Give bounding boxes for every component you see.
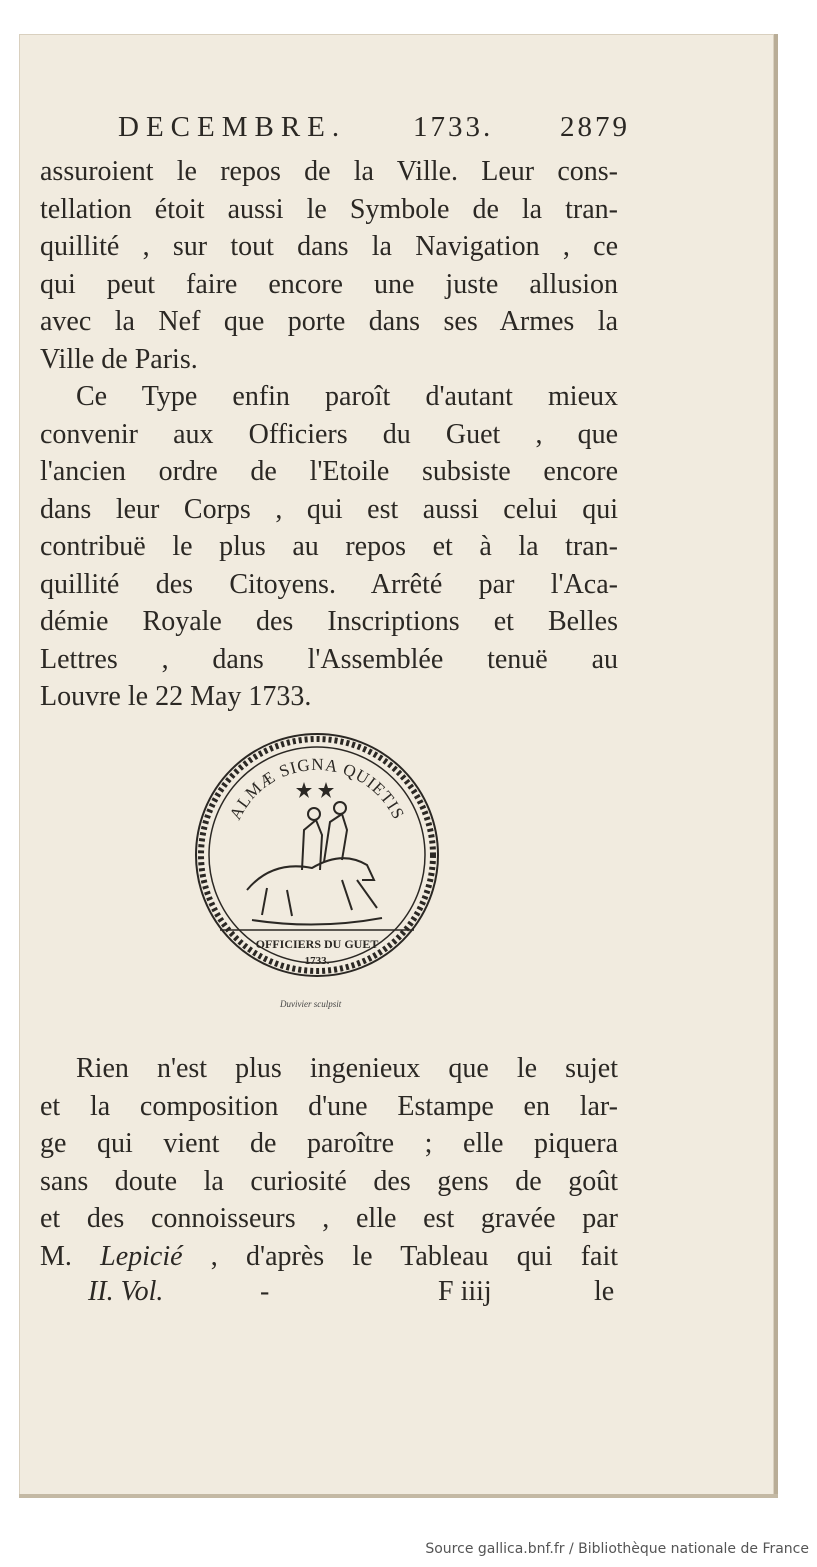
text-line: sans doute la curiosité des gens de goût [40,1165,618,1197]
text-line: convenir aux Officiers du Guet , que [40,418,618,450]
footer-dash: - [260,1276,270,1307]
page-footer [88,1276,614,1310]
text-line: tellation étoit aussi le Symbole de la tran- [40,193,618,225]
star-icon [296,782,334,798]
paragraph-2 [40,378,618,716]
catchword: le [594,1276,615,1307]
text-line: avec la Nef que porte dans ses Armes la [40,306,618,337]
page-bottom-edge [19,1494,778,1498]
medal-exergue-title: OFFICIERS DU GUET [255,937,379,951]
header-month: DECEMBRE. [118,111,347,143]
engraver-name: Lepicié [100,1240,183,1272]
text-line: Rien n'est plus ingenieux que le sujet [76,1053,618,1084]
signature-mark: F iiij [438,1276,492,1307]
text-line: quillité des Citoyens. Arrêté par l'Aca- [40,568,618,600]
text-line: Ville de Paris. [40,343,198,375]
text-line: et la composition d'une Estampe en lar- [40,1090,618,1122]
text-line [40,1238,618,1276]
text-line: qui peut faire encore une juste allusion [40,268,618,300]
text-line: Ce Type enfin paroît d'autant mieux [76,381,618,412]
header-year: 1733. [412,111,494,143]
header-page-number: 2879 [560,111,630,143]
text-line: quillité , sur tout dans la Navigation , ce [40,231,618,262]
running-header [118,111,630,144]
text-line: et des connoisseurs , elle est gravée par [40,1203,618,1234]
volume-mark: II. Vol. [88,1276,164,1307]
medal-engraving [192,730,442,980]
engraver-credit: Duvivier sculpsit [280,999,342,1009]
text-line: dans leur Corps , qui est aussi celui qui [40,493,618,525]
text-line: l'ancien ordre de l'Etoile subsiste encore [40,456,618,487]
source-credit: Source gallica.bnf.fr / Bibliothèque nationale de France [425,1541,809,1557]
text-line: Lettres , dans l'Assemblée tenuë au [40,643,618,675]
text-line: Louvre le 22 May 1733. [40,681,312,712]
medal-exergue-year: 1733. [304,955,330,967]
paragraph-1 [40,153,618,378]
text-line: démie Royale des Inscriptions et Belles [40,606,618,637]
text-fragment: M. [40,1240,72,1272]
medal-legend: ALMÆ SIGNA QUIETIS [225,754,409,823]
text-line: assuroient le repos de la Ville. Leur cons- [40,156,618,187]
text-line: contribuë le plus au repos et à la tran- [40,531,618,562]
text-line: ge qui vient de paroître ; elle piquera [40,1128,618,1159]
paragraph-3 [40,1050,618,1275]
page-edge-shadow [774,34,778,1496]
horsemen-icon [247,802,382,925]
text-fragment: , d'après le Tableau qui fait [210,1240,619,1272]
